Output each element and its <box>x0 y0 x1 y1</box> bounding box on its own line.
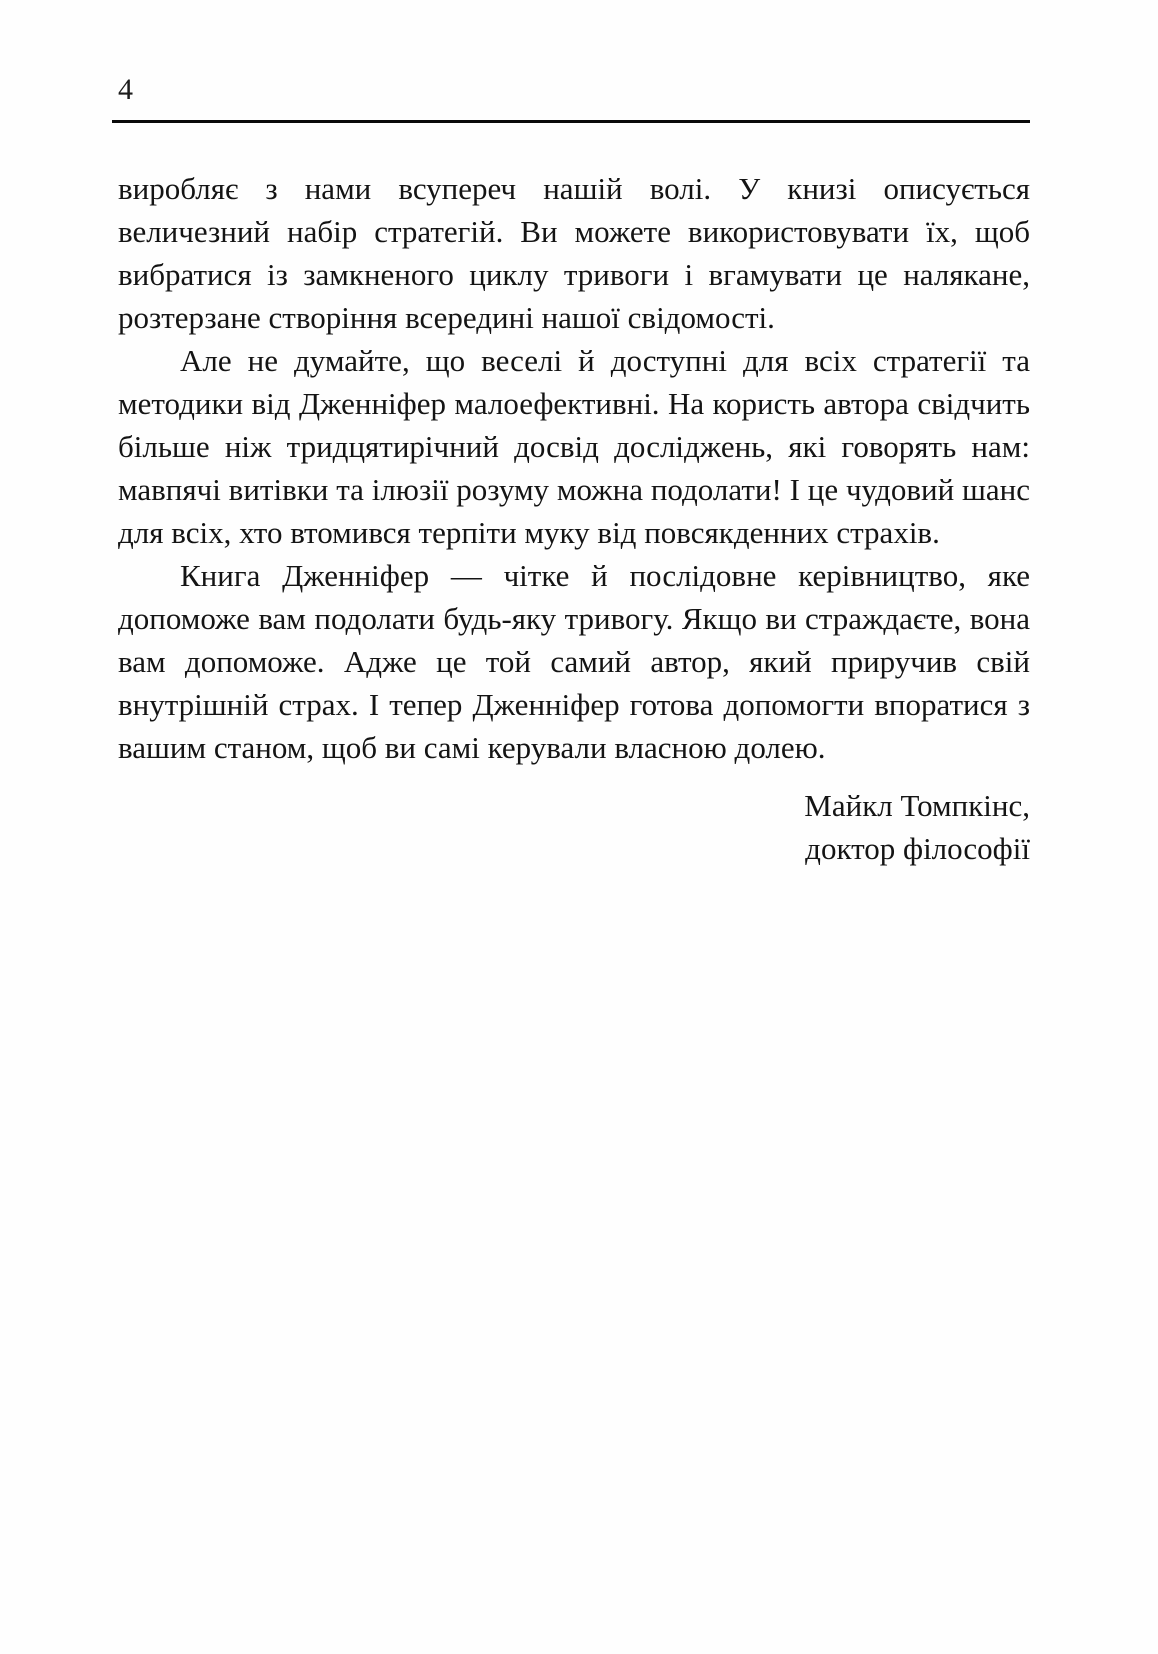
paragraph: Але не думайте, що веселі й доступні для всіх стратегії та методики від Дженніфер малоефективні. На користь автора свідчить більше ніж тридцятирічний досвід досліджень, які говорять нам: мавпячі витівки та ілюзії розуму можна подолати! І це чудовий шанс для всіх, хто втомився терпіти муку від повсякденних страхів. <box>118 343 1030 550</box>
paragraph: Книга Дженніфер — чітке й послідовне керівництво, яке допоможе вам подолати будь-яку тривогу. Якщо ви страждаєте, вона вам допоможе. Адже це той самий автор, який приручив свій внутрішній страх. І тепер Дженніфер готова допомогти впоратися з вашим станом, щоб ви самі керували власною долею. <box>118 558 1030 765</box>
paragraph-continuation: виробляє з нами всупереч нашій волі. У книзі описується величезний набір стратегій. Ви можете використовувати їх, щоб вибратися із замкненого циклу тривоги і вгамувати це налякане, розтерзане створіння всередині нашої свідомості. <box>118 171 1030 335</box>
signature-author: Майкл Томпкінс, <box>804 788 1030 823</box>
signature-title: доктор філософії <box>805 831 1030 866</box>
page-number: 4 <box>118 73 133 106</box>
page-body <box>118 167 1030 870</box>
signature-block <box>118 784 1030 870</box>
header-rule <box>112 120 1030 123</box>
